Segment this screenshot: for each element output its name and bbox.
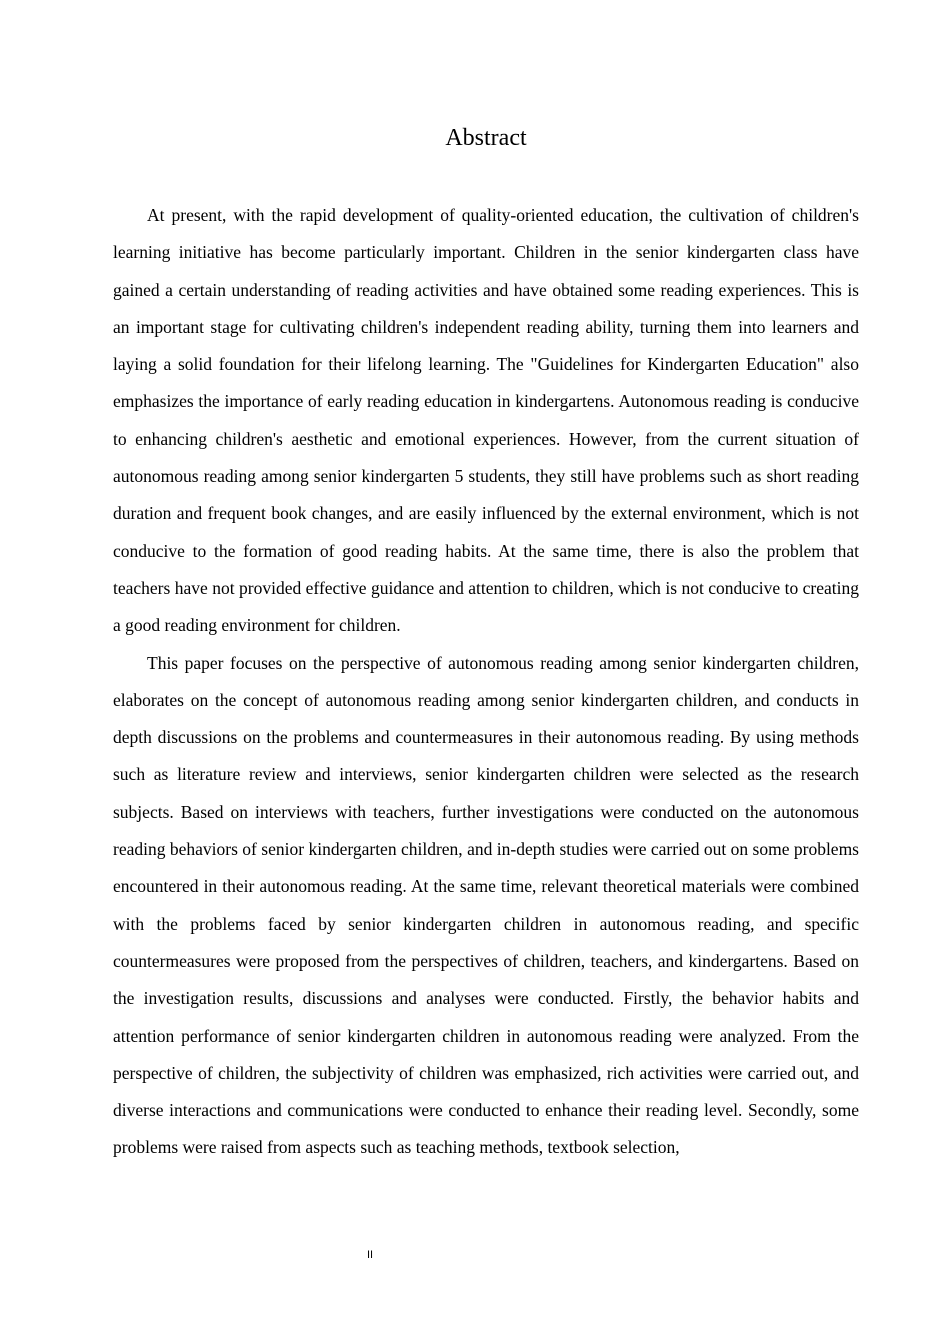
abstract-body xyxy=(113,197,859,1167)
abstract-paragraph-1: At present, with the rapid development of quality-oriented education, the cultivation of children's learning initiative has become particularly important. Children in the senior kindergarten class have gained a certain understanding of reading activities and have obtained some reading experiences. This is an important stage for cultivating children's independent reading ability, turning them into learners and laying a solid foundation for their lifelong learning. The "Guidelines for Kindergarten Education" also emphasizes the importance of early reading education in kindergartens. Autonomous reading is conducive to enhancing children's aesthetic and emotional experiences. However, from the current situation of autonomous reading among senior kindergarten 5 students, they still have problems such as short reading duration and frequent book changes, and are easily influenced by the external environment, which is not conducive to the formation of good reading habits. At the same time, there is also the problem that teachers have not provided effective guidance and attention to children, which is not conducive to creating a good reading environment for children. xyxy=(113,205,859,636)
abstract-paragraph-2: This paper focuses on the perspective of autonomous reading among senior kindergarten children, elaborates on the concept of autonomous reading among senior kindergarten children, and conducts in depth discussions on the problems and countermeasures in their autonomous reading. By using methods such as literature review and interviews, senior kindergarten children were selected as the research subjects. Based on interviews with teachers, further investigations were conducted on the autonomous reading behaviors of senior kindergarten children, and in-depth studies were carried out on some problems encountered in their autonomous reading. At the same time, relevant theoretical materials were combined with the problems faced by senior kindergarten children in autonomous reading, and specific countermeasures were proposed from the perspectives of children, teachers, and kindergartens. Based on the investigation results, discussions and analyses were conducted. Firstly, the behavior habits and attention performance of senior kindergarten children in autonomous reading were analyzed. From the perspective of children, the subjectivity of children was emphasized, rich activities were carried out, and diverse interactions and communications were conducted to enhance their reading level. Secondly, some problems were raised from aspects such as teaching methods, textbook selection, xyxy=(113,652,859,1158)
page-number: II xyxy=(367,1249,374,1261)
abstract-title: Abstract xyxy=(445,125,527,151)
